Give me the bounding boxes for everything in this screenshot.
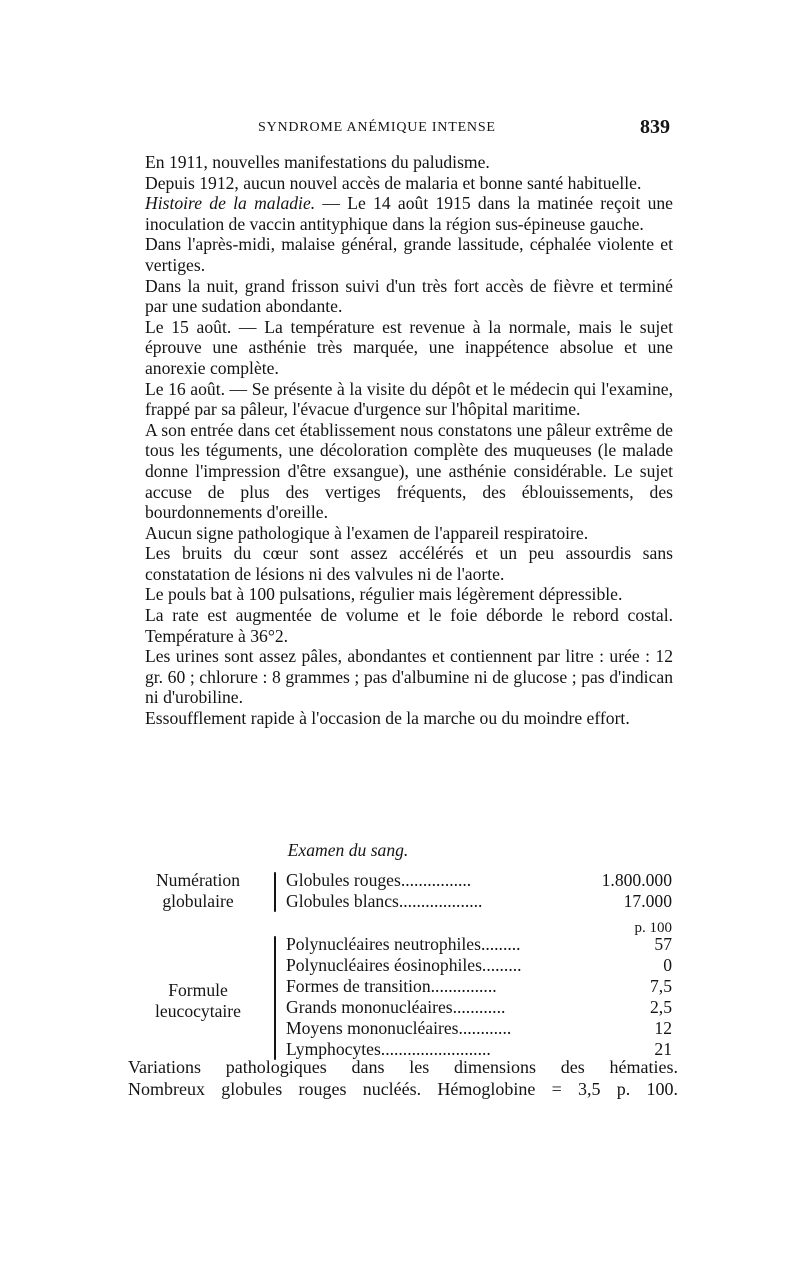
row-value: 17.000 [623,891,672,911]
paragraph [145,317,673,379]
formula-label-line2: leucocytaire [155,1001,241,1021]
formula-label-line1: Formule [168,980,228,1000]
paragraph [145,152,673,173]
row-name: Globules blancs................... [286,891,483,911]
paragraph-text: Dans la nuit, grand frisson suivi d'un très fort accès de fièvre et terminé par une sudation abondante. [145,275,673,317]
footer-line-1: Variations pathologiques dans les dimensions des hématies. [128,1057,678,1077]
paragraph [145,420,673,523]
paragraph-text: Le 15 août. — La température est revenue à la normale, mais le sujet éprouve une asthénie très marquée, une inappétence absolue et une anorexie complète. [145,316,673,378]
paragraph-text: Les urines sont assez pâles, abondantes et contiennent par litre : urée : 12 gr. 60 ; chlorure : 8 grammes ; pas d'albumine ni de glucose ; pas d'indican ni d'urobiline. [145,646,673,708]
blood-exam-title: Examen du sang. [287,840,409,860]
row-name: Moyens mononucléaires............ [286,1018,512,1038]
paragraph [145,523,673,544]
table-row [286,1018,672,1039]
paragraph [145,584,673,605]
row-value: 57 [654,934,672,954]
paragraph-text: Les bruits du cœur sont assez accélérés et un peu assourdis sans constatation de lésions ni des valvules ni de l'aorte. [145,543,673,584]
numeration-brace [274,872,276,912]
row-value: 7,5 [650,976,672,996]
paragraph [145,379,673,420]
paragraph-text: Aucun signe pathologique à l'examen de l'appareil respiratoire. [145,522,589,543]
row-name: Polynucléaires neutrophiles......... [286,934,521,954]
paragraph [145,708,673,729]
numeration-label [128,870,268,912]
row-name: Grands mononucléaires............ [286,997,506,1017]
paragraph [145,173,673,194]
page-number: 839 [640,116,670,138]
paragraph-text: La rate est augmentée de volume et le foie déborde le rebord costal. Température à 36°2. [145,605,673,646]
row-value: 1.800.000 [601,870,672,890]
row-name: Formes de transition............... [286,976,497,996]
paragraph-text: — Le 14 août 1915 dans la matinée reçoit une inoculation de vaccin antityphique dans la région sus-épineuse gauche. [145,193,673,234]
paragraph-text: A son entrée dans cet établissement nous constatons une pâleur extrême de tous les téguments, une décoloration complète des muqueuses (le malade donne l'impression d'être exsangue), une asthénie considérable. Le sujet accuse de plus des vertiges fréquents, des éblouissements, des bourdonnements d'oreille. [145,419,673,523]
paragraph-text: Le pouls bat à 100 pulsations, régulier mais légèrement dépressible. [145,584,623,605]
paragraph-text: Le 16 août. — Se présente à la visite du dépôt et le médecin qui l'examine, frappé par sa pâleur, l'évacue d'urgence sur l'hôpital maritime. [145,378,673,420]
percent-unit: p. 100 [634,920,672,936]
table-row [286,997,672,1018]
row-value: 0 [663,955,672,975]
paragraph [145,543,673,584]
paragraph-lead: Histoire de la maladie. [145,193,316,214]
blood-exam-notes [128,1056,678,1100]
paragraph [145,646,673,708]
case-history-text [145,152,673,729]
row-name: Lymphocytes......................... [286,1039,491,1059]
running-title: SYNDROME ANÉMIQUE INTENSE [258,120,496,135]
paragraph [145,193,673,234]
paragraph [145,234,673,275]
footer-line-2: Nombreux globules rouges nucléés. Hémoglobine = 3,5 p. 100. [128,1079,678,1099]
row-value: 12 [654,1018,672,1038]
paragraph-text: En 1911, nouvelles manifestations du paludisme. [145,152,490,172]
running-head [258,116,670,140]
numeration-label-line2: globulaire [162,891,234,911]
paragraph-text: Depuis 1912, aucun nouvel accès de malaria et bonne santé habituelle. [145,172,642,193]
formula-label [128,980,268,1022]
formula-brace [274,936,276,1060]
table-row [286,891,672,912]
paragraph [145,605,673,646]
row-name: Polynucléaires éosinophiles......... [286,955,522,975]
paragraph-text: Dans l'après-midi, malaise général, grande lassitude, céphalée violente et vertiges. [145,234,673,275]
table-row [286,976,672,997]
table-row [286,955,672,976]
paragraph [145,276,673,317]
table-row [286,934,672,955]
paragraph-text: Essoufflement rapide à l'occasion de la marche ou du moindre effort. [145,708,630,729]
row-name: Globules rouges................ [286,870,472,890]
row-value: 2,5 [650,997,672,1017]
table-row [286,870,672,891]
numeration-label-line1: Numération [155,870,241,890]
row-value: 21 [654,1039,672,1059]
